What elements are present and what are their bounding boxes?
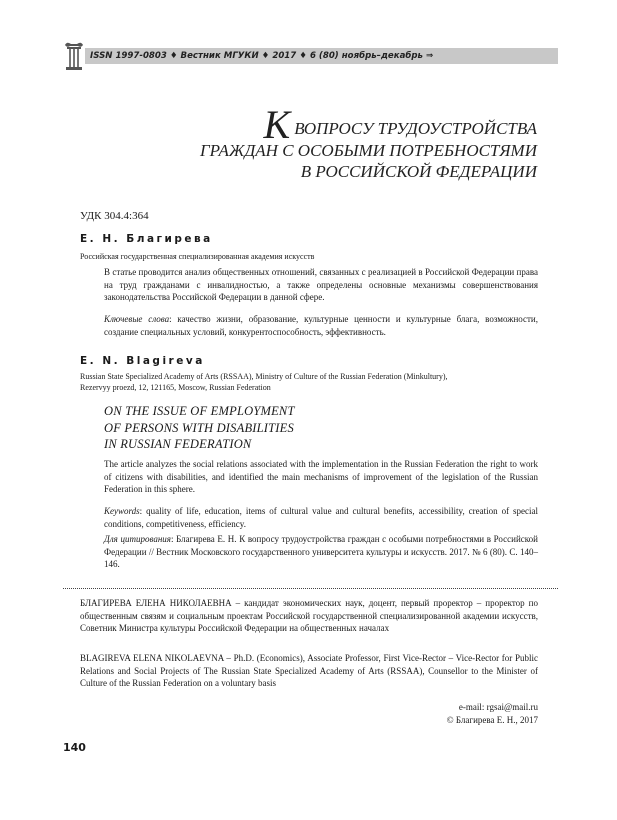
- email: e-mail: rgsai@mail.ru: [458, 702, 538, 712]
- copyright: © Благирева Е. Н., 2017: [446, 714, 538, 725]
- udk-code: УДК 304.4:364: [80, 210, 149, 222]
- keywords-ru: Ключевые слова: качество жизни, образование, культурные ценности и культурные блага, возможности, создание специальных условий, конкурентоспособность, эффективность.: [104, 314, 538, 337]
- article-title-ru: К ВОПРОСУ ТРУДОУСТРОЙСТВА ГРАЖДАН С ОСОБЫМИ ПОТРЕБНОСТЯМИ В РОССИЙСКОЙ ФЕДЕРАЦИИ: [199, 102, 537, 181]
- contact-block: [447, 701, 538, 726]
- author-name-en: E. N. Blagireva: [80, 355, 205, 367]
- abstract-ru: В статье проводится анализ общественных отношений, связанных с реализацией в Российской Федерации права на труд гражданами с инвалидностью, а также определены основные механизмы совершенствования законодательства Российской Федерации в данной сфере.: [104, 267, 538, 302]
- author-bio-en: BLAGIREVA ELENA NIKOLAEVNA – Ph.D. (Economics), Associate Professor, First Vice-Rector – Vice-Rector for Public Relations and Social Projects of The Russian State Specialized Academy of Arts (RSSAA), Counsellor to the Minister of Culture of the Russian Federation on a voluntary basis: [80, 653, 538, 688]
- page-number: 140: [63, 741, 86, 754]
- author-bio-ru: БЛАГИРЕВА ЕЛЕНА НИКОЛАЕВНА – кандидат экономических наук, доцент, первый проректор – проректор по общественным связям и социальным проектам Российской государственной специализированной академии искусств, Советник Министра культуры Российской Федерации на общественных началах: [80, 598, 538, 633]
- abstract-en: The article analyzes the social relations associated with the implementation in the Russian Federation the right to work of citizens with disabilities, and identified the main mechanisms of improvement of the legislation of the Russian Federation in this sphere.: [104, 459, 538, 494]
- column-logo-icon: [63, 40, 85, 72]
- title-initial-letter: К: [263, 102, 290, 147]
- affiliation-en: Russian State Specialized Academy of Arts (RSSAA), Ministry of Culture of the Russian Federation (Minkultury), Rezervyy proezd, 12, 121165, Moscow, Russian Federation: [80, 372, 448, 392]
- keywords-en: Keywords: quality of life, education, items of cultural value and cultural benefits, accessibility, creation of special conditions, competitiveness, efficiency.: [104, 506, 538, 529]
- affiliation-ru: Российская государственная специализированная академия искусств: [80, 252, 315, 261]
- journal-header: ISSN 1997-0803 ♦ Вестник МГУКИ ♦ 2017 ♦ 6 (80) ноябрь–декабрь ⇒: [90, 51, 434, 61]
- article-title-en: ON THE ISSUE OF EMPLOYMENT OF PERSONS WITH DISABILITIES IN RUSSIAN FEDERATION: [104, 404, 295, 451]
- section-divider: [63, 588, 558, 589]
- citation: Для цитирования: Благирева Е. Н. К вопросу трудоустройства граждан с особыми потребностями в Российской Федерации // Вестник Московского государственного университета культуры и искусств. 2017. № 6 (80). С. 140–146.: [104, 534, 538, 569]
- author-name-ru: Е. Н. Благирева: [80, 233, 213, 245]
